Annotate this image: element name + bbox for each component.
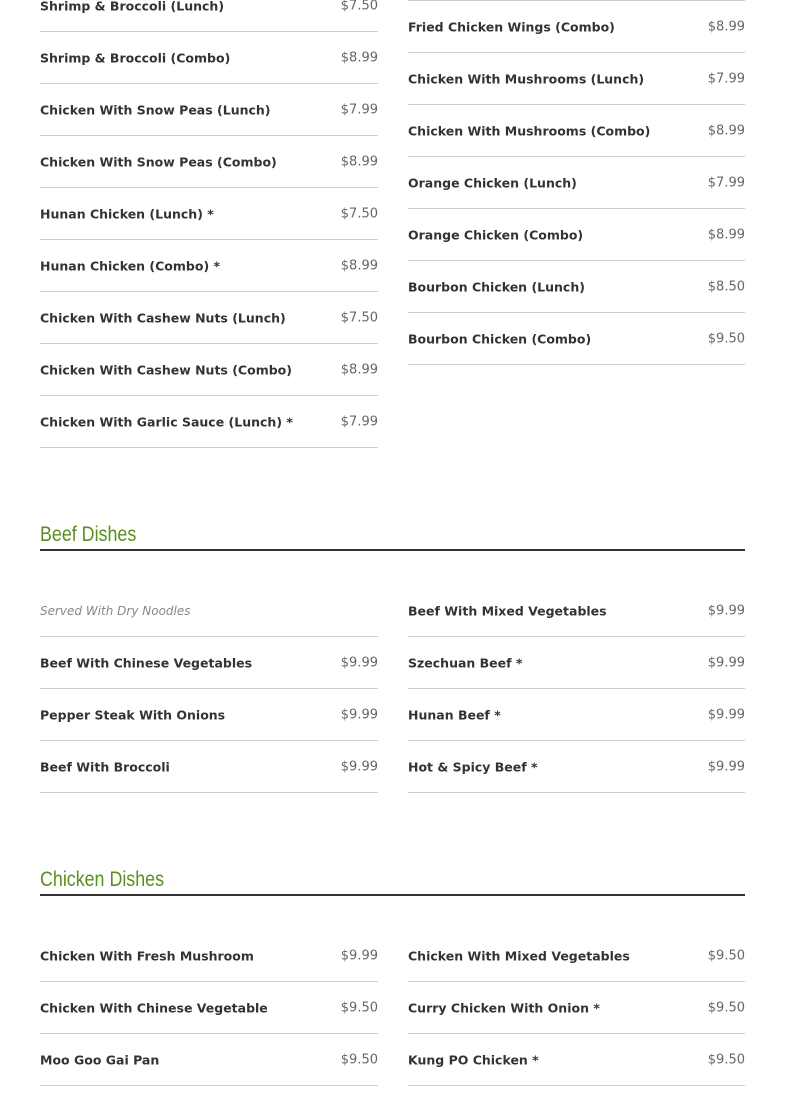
item-name: Beef With Mixed Vegetables <box>408 603 607 618</box>
menu-item[interactable] <box>40 689 378 741</box>
item-price: $8.99 <box>707 227 745 242</box>
item-price: $9.99 <box>340 707 378 722</box>
menu-item[interactable] <box>408 1034 745 1086</box>
menu-item[interactable] <box>408 313 745 365</box>
item-price: $7.50 <box>340 0 378 13</box>
chicken-left-column <box>40 930 378 1086</box>
menu-item[interactable] <box>408 1 745 53</box>
item-price: $9.99 <box>707 759 745 774</box>
item-price: $8.99 <box>340 50 378 65</box>
menu-item[interactable] <box>40 84 378 136</box>
menu-item[interactable] <box>408 930 745 982</box>
menu-item[interactable] <box>408 637 745 689</box>
menu-item[interactable] <box>40 240 378 292</box>
item-name: Beef With Chinese Vegetables <box>40 655 253 670</box>
item-price: $7.99 <box>340 102 378 117</box>
item-price: $8.50 <box>707 279 745 294</box>
menu-item[interactable] <box>40 396 378 448</box>
item-name: Hunan Chicken (Lunch) * <box>40 206 214 221</box>
menu-item[interactable] <box>40 136 378 188</box>
menu-item[interactable] <box>40 741 378 793</box>
menu-item[interactable] <box>408 585 745 637</box>
item-price: $7.50 <box>340 310 378 325</box>
menu-item[interactable] <box>40 32 378 84</box>
item-price: $9.99 <box>707 655 745 670</box>
item-name: Chicken With Cashew Nuts (Combo) <box>40 362 292 377</box>
menu-item[interactable] <box>408 689 745 741</box>
item-name: Shrimp & Broccoli (Lunch) <box>40 0 225 13</box>
menu-item[interactable] <box>40 1034 378 1086</box>
item-price: $9.50 <box>707 948 745 963</box>
menu-item[interactable] <box>408 261 745 313</box>
item-price: $9.99 <box>340 655 378 670</box>
item-name: Chicken With Chinese Vegetable <box>40 1000 268 1015</box>
menu-item[interactable] <box>40 292 378 344</box>
item-price: $7.99 <box>707 175 745 190</box>
item-name: Orange Chicken (Lunch) <box>408 175 577 190</box>
item-price: $9.50 <box>340 1000 378 1015</box>
menu-item[interactable] <box>40 0 378 32</box>
item-price: $8.99 <box>707 19 745 34</box>
item-price: $9.50 <box>707 1052 745 1067</box>
menu-item[interactable] <box>408 209 745 261</box>
item-name: Chicken With Cashew Nuts (Lunch) <box>40 310 286 325</box>
item-name: Hunan Chicken (Combo) * <box>40 258 221 273</box>
item-name: Moo Goo Gai Pan <box>40 1052 160 1067</box>
item-price: $7.99 <box>340 414 378 429</box>
item-price: $7.50 <box>340 206 378 221</box>
menu-item[interactable] <box>40 982 378 1034</box>
item-name: Shrimp & Broccoli (Combo) <box>40 50 231 65</box>
item-price: $9.99 <box>707 707 745 722</box>
item-name: Chicken With Garlic Sauce (Lunch) * <box>40 414 293 429</box>
top-left-column <box>40 0 378 448</box>
item-name: Bourbon Chicken (Combo) <box>408 331 592 346</box>
section-title: Chicken Dishes <box>40 868 165 891</box>
item-price: $9.50 <box>340 1052 378 1067</box>
chicken-right-column <box>408 930 745 1086</box>
item-name: Chicken With Fresh Mushroom <box>40 948 254 963</box>
item-price: $9.99 <box>707 603 745 618</box>
menu-item[interactable] <box>408 157 745 209</box>
item-name: Fried Chicken Wings (Combo) <box>408 19 615 34</box>
item-name: Chicken With Mushrooms (Combo) <box>408 123 651 138</box>
section-title: Beef Dishes <box>40 523 137 546</box>
menu-item[interactable] <box>40 344 378 396</box>
item-name: Chicken With Mixed Vegetables <box>408 948 630 963</box>
item-name: Hot & Spicy Beef * <box>408 759 538 774</box>
item-name: Hunan Beef * <box>408 707 501 722</box>
menu-item[interactable] <box>408 105 745 157</box>
beef-right-column <box>408 585 745 793</box>
item-name: Orange Chicken (Combo) <box>408 227 584 242</box>
item-name: Curry Chicken With Onion * <box>408 1000 600 1015</box>
menu-item[interactable] <box>408 741 745 793</box>
section-note: Served With Dry Noodles <box>40 603 191 618</box>
item-price: $8.99 <box>340 362 378 377</box>
item-price: $9.99 <box>340 948 378 963</box>
menu-item[interactable] <box>40 188 378 240</box>
menu-item[interactable] <box>40 637 378 689</box>
item-name: Szechuan Beef * <box>408 655 523 670</box>
item-price: $9.50 <box>707 331 745 346</box>
top-right-column <box>408 0 745 365</box>
item-name: Kung PO Chicken * <box>408 1052 539 1067</box>
item-name: Beef With Broccoli <box>40 759 170 774</box>
item-name: Chicken With Snow Peas (Combo) <box>40 154 277 169</box>
beef-left-column <box>40 585 378 793</box>
item-name: Pepper Steak With Onions <box>40 707 226 722</box>
item-price: $9.50 <box>707 1000 745 1015</box>
menu-item[interactable] <box>40 930 378 982</box>
item-price: $9.99 <box>340 759 378 774</box>
beef-section-header <box>40 513 745 551</box>
item-price: $8.99 <box>340 154 378 169</box>
menu-item[interactable] <box>408 982 745 1034</box>
chicken-section-header <box>40 858 745 896</box>
section-note-row <box>40 585 378 637</box>
item-name: Chicken With Mushrooms (Lunch) <box>408 71 645 86</box>
item-name: Chicken With Snow Peas (Lunch) <box>40 102 271 117</box>
item-name: Bourbon Chicken (Lunch) <box>408 279 585 294</box>
menu-item[interactable] <box>408 53 745 105</box>
item-price: $8.99 <box>707 123 745 138</box>
item-price: $7.99 <box>707 71 745 86</box>
item-price: $8.99 <box>340 258 378 273</box>
